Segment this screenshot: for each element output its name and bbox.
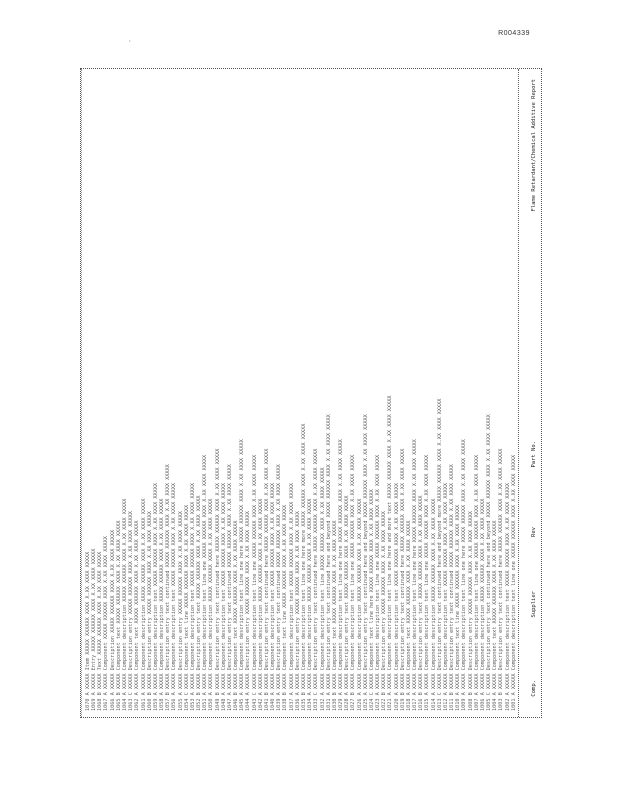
table-row: 1028 A XXXXX Description entry text XXXXX XXXXXX XXXX X.XX XXXX XXXXX	[344, 495, 351, 711]
table-row: 1064 A XXXXX Component description XXXXX XXXXXX XXXX X.XX XXXX XXXXX	[122, 498, 128, 711]
table-row: 1056 A XXXXX Component description text XXXXX XXXXXX XXXX X.XX XXXX XXXXX	[171, 483, 178, 711]
table-row: 1055 A XXXXX Description entry XXXXX XXXXXX XXXX X.XX XXXX XXXXX	[177, 511, 184, 711]
table-row: 1016 B XXXXX Description entry text XXXXX XXXXXX XXXX X.XX XXXX XXXXX	[418, 495, 425, 711]
table-row: 1050 A XXXXX Component description XXXXX XXXXXX XXXX X.XX XXXX XXXXX	[208, 498, 215, 711]
table-row: 1021 A XXXXX Component description text line one here and more text XXXXX XXXXXX XXXX X.XX XXXX XXXXX	[387, 395, 394, 711]
table-row: 1033 C XXXXX Description entry text continued here XXXXX XXXXXX XXXX X.XX XXXX XXXXX	[313, 448, 320, 711]
divider	[81, 69, 82, 717]
table-row: 1048 A XXXXX Component description text XXXXX XXXXXX XXXX X.XX XXXX XXXXX	[220, 483, 227, 711]
table-row: 1062 A XXXXX Component text XXXXX XXXXXX XXXX X.XX XXXX XXXXX	[134, 520, 141, 711]
table-row: 1010 A XXXXX Component text line XXXXX XXXXXX XXXX X.XX XXXX XXXXX	[455, 504, 462, 711]
table-row: 1012 A XXXXX Component description text XXXXX XXXXXX XXXX X.XX XXXX XXXXX	[442, 483, 449, 711]
table-row: 1003 B XXXXX Description entry text continued here XXXXX XXXXXX XXXX X.XX XXXX XXXXX	[498, 448, 505, 711]
table-row: 1014 A XXXXX Component description XXXXX XXXXXX XXXX X.XX XXXX XXXXX	[430, 498, 437, 711]
table-row: 1067 A XXXXX Component XXXXX XXXXXX XXXX X.XX XXXX XXXXX	[103, 536, 110, 711]
header-comp: Comp.	[531, 680, 537, 697]
table-row: 1045 A XXXXX Component description text line one here XXXXX XXXXXX XXXX X.XX XXXX XXXXX	[239, 439, 246, 711]
table-row: 1041 B XXXXX Description entry text continued here XXXXX XXXXXX XXXX X.XX XXXX XXXXX	[263, 448, 270, 711]
table-row: 1057 B XXXXX Description entry text continued XXXXX XXXXXX XXXX X.XX XXXX XXXXX	[165, 464, 172, 711]
table-row: 1068 B XXXXX Text XXXXX XXXXXX XXXX X.XX XXXX XXXXX	[97, 551, 104, 711]
table-row: 1027 B XXXXX Component description text line one XXXXX XXXXXX XXXX X.XX XXXX XXXXX	[350, 454, 357, 711]
table-row: 1006 A XXXXX Component description XXXXX XXXXXX XXXX X.XX XXXX XXXXX	[479, 498, 486, 711]
table-row: 1026 A XXXXX Component description XXXXX XXXXXX XXXX X.XX XXXX XXXXX	[356, 498, 363, 711]
table-row: 1070 A XXXXX Item XXXXX XXXXXX XXXX X.XX XXXX XXXXX	[84, 551, 91, 711]
table-row: 1011 B XXXXX Description entry text continued XXXXX XXXXXX XXXX X.XX XXXX XXXXX	[449, 464, 456, 711]
table-row: 1043 C XXXXX Component description text line one XXXXX XXXXXX XXXX X.XX XXXX XXXXX	[251, 454, 258, 711]
table-row: 1015 A XXXXX Component description text line one XXXXX XXXXXX XXXX X.XX XXXX XXXXX	[424, 454, 431, 711]
table-row: 1005 C XXXXX Description entry text continued here and beyond XXXXX XXXXXX XXXX X.XX XXXX XXXXX	[486, 414, 493, 711]
table-header	[518, 69, 541, 717]
page-id: R004339	[498, 30, 530, 37]
table-row: 1049 B XXXXX Description entry text continued here XXXXX XXXXXX XXXX X.XX XXXX XXXXX	[214, 448, 221, 711]
table-row: 1019 B XXXXX Description entry text continued here XXXXX XXXXXX XXXX X.XX XXXX XXXXX	[399, 448, 406, 711]
table-row: 1051 A XXXXX Component description text line one XXXXX XXXXXX XXXX X.XX XXXX XXXXX	[202, 454, 209, 711]
table-row: 1052 B XXXXX Description entry text XXXXX XXXXXX XXXX X.XX XXXX XXXXX	[196, 495, 203, 711]
table-row: 1009 A XXXXX Component description text line one here XXXXX XXXXXX XXXX X.XX XXXX XXXXX	[461, 439, 468, 711]
table-row: 1030 B XXXXX Component text XXXXX XXXXXX XXXX X.XX XXXX XXXXX	[331, 520, 338, 711]
table-row: 1037 A XXXXX Component description text XXXXX XXXXXX XXXX X.XX XXXX XXXXX	[288, 483, 295, 711]
table-row: 1031 A XXXXX Description entry text continued here and beyond XXXXX XXXXXX XXXX X.XX XXXX XXXXX	[325, 414, 332, 711]
table-row: 1058 A XXXXX Component description XXXXX XXXXXX XXXX X.XX XXXX XXXXX	[159, 498, 166, 711]
table-row: 1053 A XXXXX Component description text XXXXX XXXXXX XXXX X.XX XXXX XXXXX	[189, 483, 196, 711]
table-row: 1039 A XXXXX Description entry text continued XXXXX XXXXXX XXXX X.XX XXXX XXXXX	[276, 464, 283, 711]
table-row: 1034 A XXXXX Component description XXXXX XXXXXX XXXX X.XX XXXX XXXXX	[307, 498, 314, 711]
table-row: 1024 C XXXXX Component text line here XXXXX XXXXXX XXXX X.XX XXXX XXXXX	[368, 489, 375, 711]
table-row: 1066 A XXXXX Description XXXXX XXXXXX XXXX X.XX XXXX XXXXX	[109, 529, 116, 711]
table-row: 1032 A XXXXX Component description text line XXXXX XXXXXX XXXX X.XX XXXX XXXXX	[319, 467, 326, 711]
table-row: 1044 A XXXXX Description entry XXXXX XXXXXX XXXX X.XX XXXX XXXXX	[245, 511, 252, 711]
table-row: 1001 A XXXXX Component description text line one XXXXX XXXXXX XXXX X.XX XXXX XXXXX	[510, 454, 517, 711]
table-row: 1004 A XXXXX Component text XXXXX XXXXXX XXXX X.XX XXXX XXXXX	[492, 520, 499, 711]
table-row: 1020 A XXXXX Component description text XXXXX XXXXXX XXXX X.XX XXXX XXXXX	[393, 483, 400, 711]
header-title: Flame Retardant/Chemical Additive Report	[531, 79, 537, 212]
table-row: 1069 A XXXXX Entry XXXXX XXXXXX XXXX X.XX XXXX XXXXX	[91, 548, 98, 711]
header-rev: Rev	[531, 527, 537, 537]
table-row: 1022 B XXXXX Description entry XXXXX XXXXXX XXXX X.XX XXXX XXXXX	[381, 511, 388, 711]
table-row: 1061 A XXXXX Component description XXXXX XXXXXX XXXX X.XX XXXX XXXXX	[140, 498, 147, 711]
header-supplier: Supplier	[531, 590, 537, 617]
table-row: 1060 B XXXXX Description entry XXXXX XXXXXX XXXX X.XX XXXX XXXXX	[146, 511, 153, 711]
table-row: 1063 C XXXXX Description entry XXXXX XXXXXX XXXX X.XX XXXX XXXXX	[128, 511, 135, 711]
table-row: 1046 B XXXXX Component text XXXXX XXXXXX XXXX X.XX XXXX XXXXX	[233, 520, 240, 711]
table-row: 1007 A XXXXX Component description text line one XXXXX XXXXXX XXXX X.XX XXXX XXXXX	[473, 454, 480, 711]
table-row: 1008 B XXXXX Description entry XXXXX XXXXXX XXXX X.XX XXXX XXXXX	[467, 511, 474, 711]
table-row: 1018 A XXXXX Component text XXXXX XXXXXX XXXX X.XX XXXX XXXXX	[405, 520, 412, 711]
table-row: 1025 A XXXXX Description entry text continued here and beyond XXXXX XXXXXX XXXX X.XX XXXX XXXXX	[362, 414, 369, 711]
table-row: 1036 A XXXXX Description entry XXXXX XXXXXX XXXX X.XX XXXX XXXXX	[294, 511, 301, 711]
header-part: Part No.	[531, 440, 537, 467]
table-row: 1038 B XXXXX Component text line XXXXX XXXXXX XXXX X.XX XXXX XXXXX	[282, 504, 289, 711]
table-row: 1065 B XXXXX Component text XXXXX XXXXXX XXXX X.XX XXXX XXXXX	[115, 520, 122, 711]
table-row: 1029 A XXXXX Component description text line one here XXXXX XXXXXX XXXX X.XX XXXX XXXXX	[338, 439, 345, 711]
table-row: 1054 C XXXXX Component text line XXXXX XXXXXX XXXX X.XX XXXX XXXXX	[183, 504, 190, 711]
scan-mark: ·	[128, 38, 132, 45]
table-row: 1035 B XXXXX Component description text line one here more XXXXX XXXXXX XXXX X.XX XXXX XXXXX	[300, 423, 307, 711]
table-row: 1023 A XXXXX Component description text line one XXXXX XXXXXX XXXX X.XX XXXX XXXXX	[375, 454, 382, 711]
table-row: 1017 A XXXXX Component description text line one here XXXXX XXXXXX XXXX X.XX XXXX XXXXX	[412, 439, 419, 711]
table-row: 1002 A XXXXX Component description text XXXXX XXXXXX XXXX X.XX XXXX XXXXX	[504, 483, 511, 711]
table-body	[85, 75, 517, 711]
table-row: 1040 A XXXXX Component description text XXXXX XXXXXX XXXX X.XX XXXX XXXXX	[270, 483, 277, 711]
table-row: 1059 A XXXXX Component description text XXXXX XXXXXX XXXX X.XX XXXX XXXXX	[152, 483, 159, 711]
table-row: 1047 A XXXXX Description entry text continued XXXXX XXXXXX XXXX X.XX XXXX XXXXX	[226, 464, 233, 711]
table-row: 1042 A XXXXX Component description XXXXX XXXXXX XXXX X.XX XXXX XXXXX	[257, 498, 264, 711]
rotated-table	[80, 68, 542, 718]
table-row: 1013 C XXXXX Description entry text continued here and beyond more XXXXX XXXXXX XXXX X.XX XXXX XXXXX	[436, 398, 443, 711]
